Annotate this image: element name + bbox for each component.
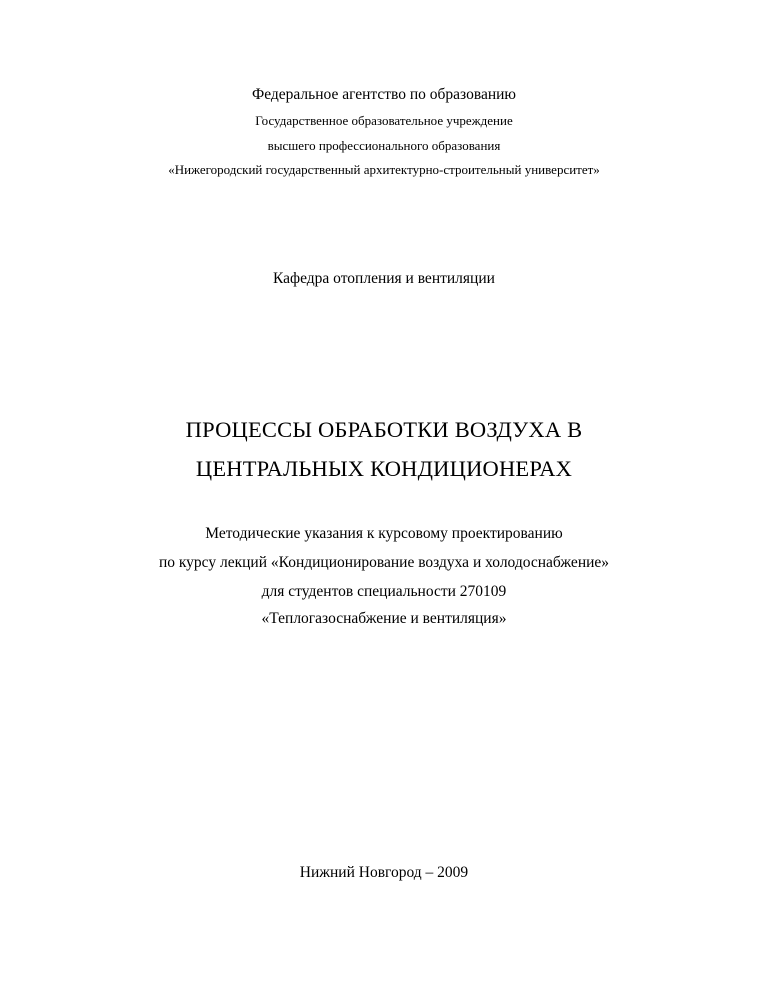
institution-type: Государственное образовательное учреждение xyxy=(255,113,513,128)
document-title-line1: ПРОЦЕССЫ ОБРАБОТКИ ВОЗДУХА В xyxy=(185,417,583,442)
department-name: Кафедра отопления и вентиляции xyxy=(273,270,495,287)
place-and-year: Нижний Новгород – 2009 xyxy=(299,864,469,881)
description-line4: «Теплогазоснабжение и вентиляция» xyxy=(261,610,507,627)
description-line3: для студентов специальности 270109 xyxy=(261,583,507,600)
university-name: «Нижегородский государственный архитектурно-строительный университет» xyxy=(168,162,600,177)
description-line2: по курсу лекций «Кондиционирование воздуха и холодоснабжение» xyxy=(158,554,610,571)
institution-level: высшего профессионального образования xyxy=(267,138,501,153)
description-line1: Методические указания к курсовому проектированию xyxy=(205,525,563,542)
document-title-line2: ЦЕНТРАЛЬНЫХ КОНДИЦИОНЕРАХ xyxy=(195,456,573,481)
agency-name: Федеральное агентство по образованию xyxy=(251,86,517,103)
